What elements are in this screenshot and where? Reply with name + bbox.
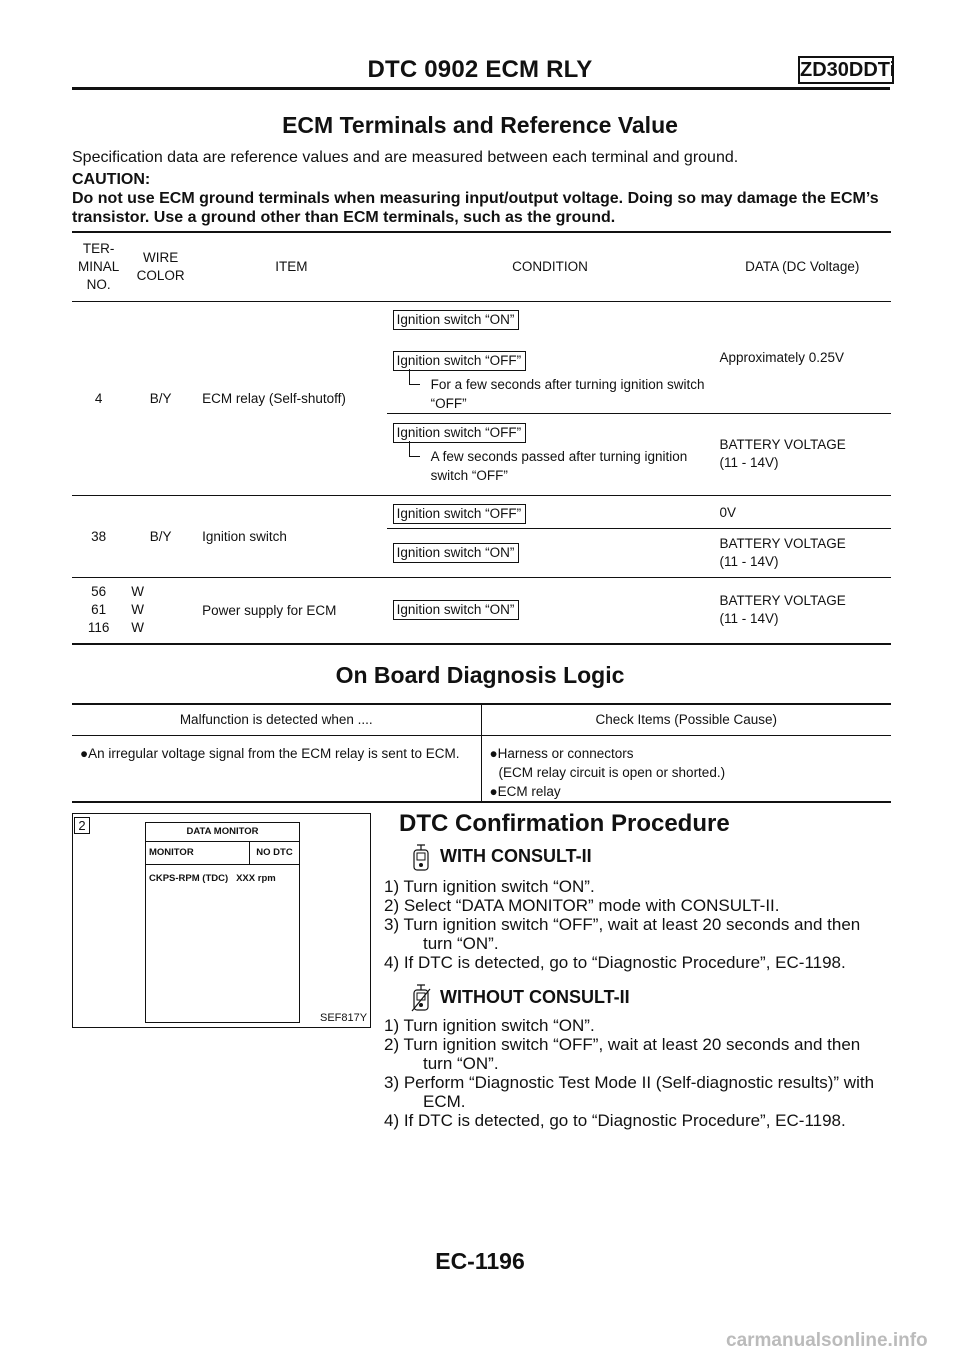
monitor-value: XXX rpm [236,873,276,884]
bullet-icon: ● [489,783,498,799]
condition-box: Ignition switch “OFF” [393,351,527,371]
condition-cell [387,301,714,413]
no-consult-tool-icon [409,983,433,1013]
bullet-icon: ● [80,745,89,761]
caution-text: Do not use ECM ground terminals when measuring input/output voltage. Doing so may damage the ECM’s transistor. Use a ground other than ECM terminals, such as the ground. [72,190,879,226]
table-header-row [72,704,891,735]
header-data: DATA (DC Voltage) [745,259,860,275]
consult-tool-icon [409,843,433,873]
terminal-no: 56 61 116 [87,584,110,636]
data-monitor-screen [145,822,300,1023]
malfunction-cell [72,735,481,802]
list-item: ●Harness or connectors [489,745,634,761]
header-item: ITEM [275,259,308,275]
list-item: 2) Turn ignition switch “OFF”, wait at least 20 seconds and then turn “ON”. [384,1035,861,1073]
condition-cell [387,577,714,644]
item: Ignition switch [196,495,387,577]
condition-cell [387,528,714,577]
without-consult-label: WITHOUT CONSULT-II [440,987,630,1007]
table-header-row [72,232,891,301]
terminal-no: 4 [72,301,125,495]
figure-number: 2 [74,817,90,834]
monitor-status: NO DTC [256,847,293,858]
table-row [72,301,891,413]
list-item: 3) Turn ignition switch “OFF”, wait at least 20 seconds and then turn “ON”. [384,915,861,953]
list-item: ●ECM relay [489,783,561,799]
check-items-cell [481,735,891,802]
with-consult-steps [384,877,892,972]
monitor-item: CKPS-RPM (TDC) [149,873,229,884]
condition-box: Ignition switch “ON” [393,543,520,563]
data-value: 0V [713,495,891,528]
condition-box: Ignition switch “ON” [393,310,520,330]
engine-tag: ZD30DDTi [798,56,894,84]
list-item: 4) If DTC is detected, go to “Diagnostic Procedure”, EC-1198. [384,953,846,972]
intro-text: Specification data are reference values and are measured between each terminal and ground. [72,149,739,166]
table-row [72,735,891,802]
hook-line [409,369,420,385]
header-terminal: TER- MINAL NO. [78,240,120,292]
terminal-table [72,231,891,645]
condition-cell [387,413,714,495]
header-condition: CONDITION [512,259,588,275]
list-item: 1) Turn ignition switch “ON”. [384,877,595,896]
table-row [72,495,891,528]
monitor-title: DATA MONITOR [146,823,299,842]
section-title-diagnosis-logic: On Board Diagnosis Logic [335,662,625,688]
monitor-row [146,865,299,892]
wire-color: B/Y [125,301,196,495]
condition-sub: A few seconds passed after turning ignition switch “OFF” [393,447,708,485]
list-item: 1) Turn ignition switch “ON”. [384,1016,595,1035]
with-consult-label: WITH CONSULT-II [440,846,592,866]
data-value: BATTERY VOLTAGE (11 - 14V) [713,413,891,495]
header-malfunction: Malfunction is detected when .... [72,704,481,735]
diagnosis-logic-table [72,703,891,803]
page-header-title: DTC 0902 ECM RLY [367,56,593,83]
page-number: EC-1196 [435,1248,525,1274]
table-row [72,577,891,644]
section-title-ecm-terminals: ECM Terminals and Reference Value [282,112,678,138]
header-wire-color: WIRE COLOR [136,249,185,283]
header-rule [72,87,890,90]
figure-code: SEF817Y [320,1012,368,1024]
data-value: BATTERY VOLTAGE (11 - 14V) [713,528,891,577]
list-item: 3) Perform “Diagnostic Test Mode II (Self-diagnostic results)” with ECM. [384,1073,875,1111]
item: Power supply for ECM [202,602,337,618]
hook-line [409,441,420,457]
bullet-icon: ● [489,745,498,761]
condition-box: Ignition switch “OFF” [393,423,527,443]
list-item-detail: (ECM relay circuit is open or shorted.) [498,764,726,780]
condition-box: Ignition switch “ON” [393,600,520,620]
terminal-no: 38 [72,495,125,577]
condition-cell [387,495,714,528]
wire-color: B/Y [125,495,196,577]
without-consult-steps [384,1016,892,1130]
data-value: Approximately 0.25V [713,301,891,413]
monitor-col-label: MONITOR [146,842,250,864]
caution-label: CAUTION: [72,171,151,188]
monitor-header [146,842,299,865]
list-item: 2) Select “DATA MONITOR” mode with CONSULT-II. [384,896,780,915]
condition-box: Ignition switch “OFF” [393,504,527,524]
data-value: BATTERY VOLTAGE (11 - 14V) [719,593,846,627]
watermark: carmanualsonline.info [726,1330,928,1351]
list-item: ●An irregular voltage signal from the ECM relay is sent to ECM. [80,745,460,761]
section-title-dtc-confirmation: DTC Confirmation Procedure [399,810,730,837]
condition-sub: For a few seconds after turning ignition switch “OFF” [393,375,708,413]
header-check-items: Check Items (Possible Cause) [595,712,778,728]
item: ECM relay (Self-shutoff) [196,301,387,495]
list-item: 4) If DTC is detected, go to “Diagnostic Procedure”, EC-1198. [384,1111,846,1130]
wire-color: W W W [131,584,145,636]
